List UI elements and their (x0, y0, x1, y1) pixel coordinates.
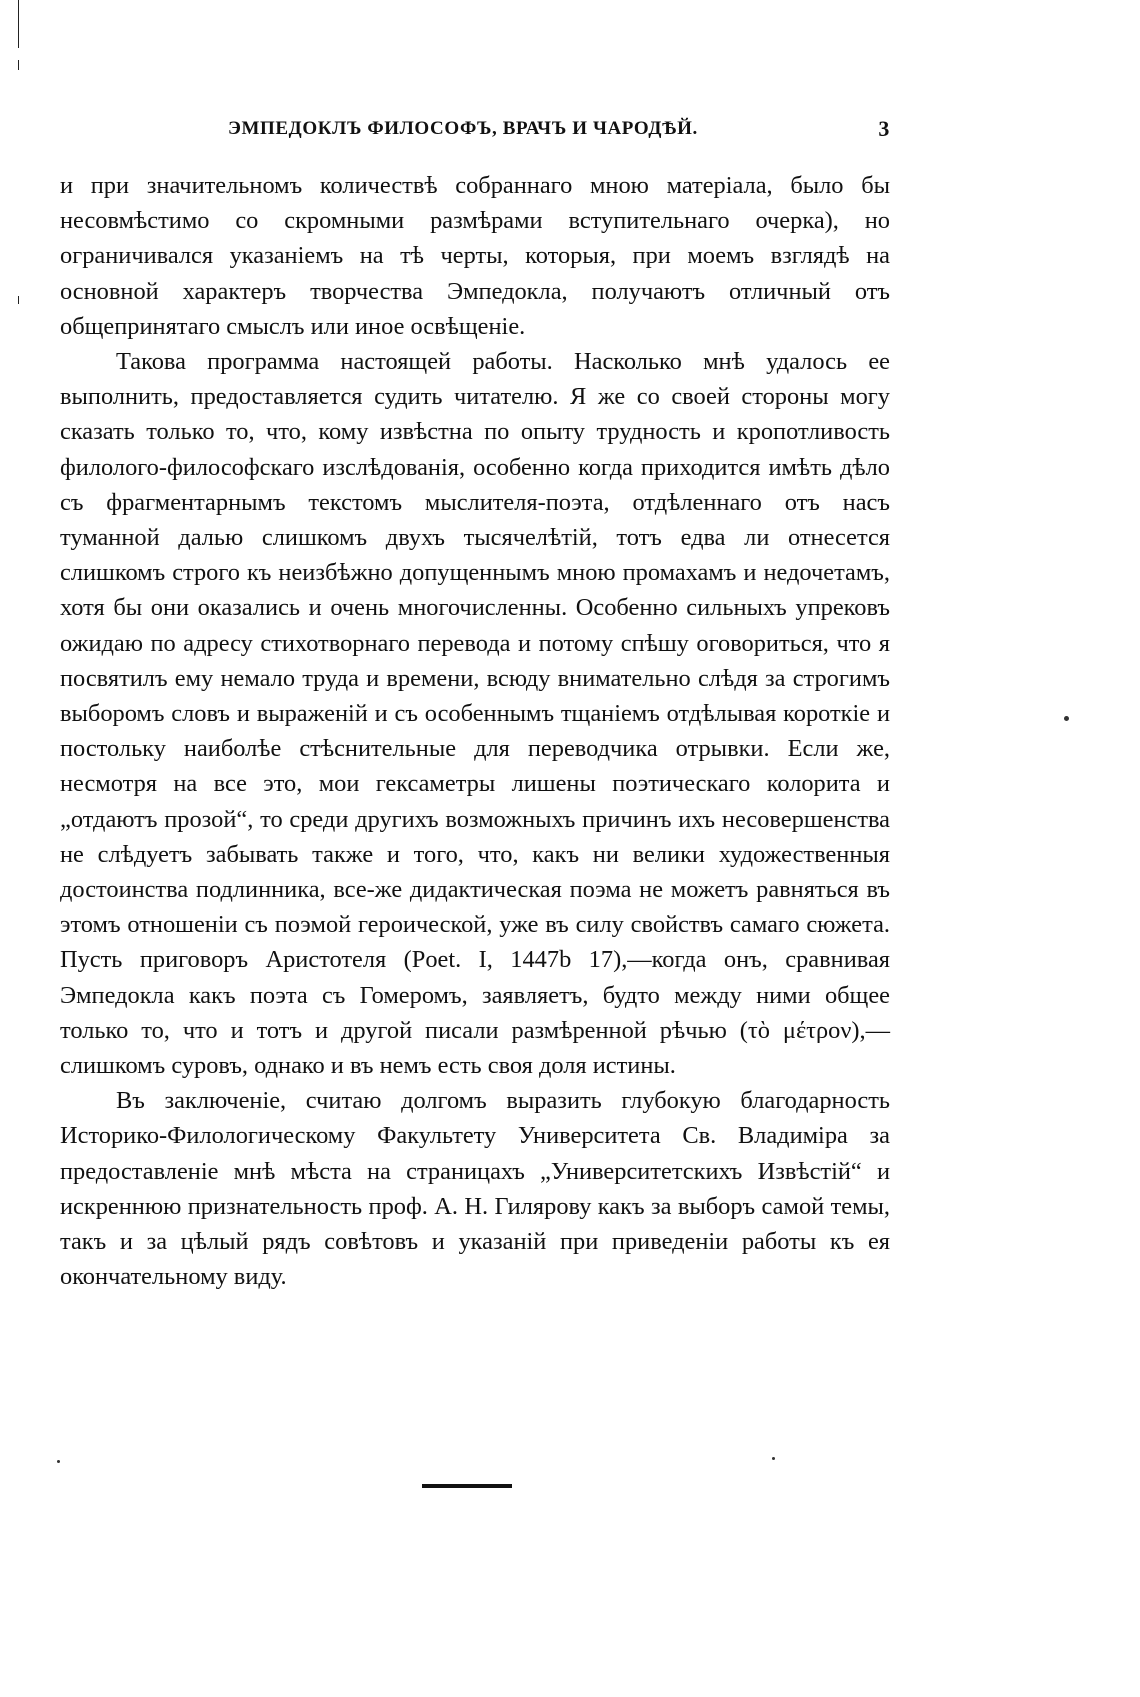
paragraph-acknowledgement: Въ заключеніе, считаю долгомъ выразить глубокую благодарность Историко-Филологическому Факультету Университета Св. Владиміра за предоставленіе мнѣ мѣста на страницахъ „Университетскихъ Извѣстій“ и искреннюю признательность проф. А. Н. Гилярову какъ за выборъ самой темы, такъ и за цѣлый рядъ совѣтовъ и указаній при приведеніи работы къ ея окончательному виду. (60, 1087, 890, 1291)
header-title: ЭМПЕДОКЛЪ ФИЛОСОФЪ, ВРАЧЪ И ЧАРОДѢЙ. (228, 118, 698, 139)
margin-scan-line (18, 0, 19, 48)
page-number: 3 (878, 116, 890, 141)
scan-speck (1064, 716, 1069, 721)
paragraph-program: Такова программа настоящей работы. Насколько мнѣ удалось ее выполнить, предоставляется судить читателю. Я же со своей стороны могу сказать только то, что, кому извѣстна по опыту трудность и кропотливость филолого-философскаго изслѣдованія, особенно когда приходится имѣть дѣло съ фрагментарнымъ текстомъ мыслителя-поэта, отдѣленнаго отъ насъ туманной далью слишкомъ двухъ тысячелѣтій, тотъ едва ли отнесется слишкомъ строго къ неизбѣжно допущеннымъ мною промахамъ и недочетамъ, хотя бы они оказались и очень многочисленны. Особенно сильныхъ упрековъ ожидаю по адресу стихотворнаго перевода и потому спѣшу оговориться, что я посвятилъ ему немало труда и времени, всюду внимательно слѣдя за строгимъ выборомъ словъ и выраженій и съ особеннымъ тщаніемъ отдѣлывая короткіе и постольку наиболѣе стѣснительные для переводчика отрывки. Если же, несмотря на все это, мои гексаметры лишены поэтическаго колорита и „отдаютъ прозой“, то среди другихъ возможныхъ причинъ ихъ несовершенства не слѣдуетъ забывать также и того, что, какъ ни велики художественныя достоинства подлинника, все-же дидактическая поэма не можетъ равняться въ этомъ отношеніи съ поэмой героической, уже въ силу свойствъ самаго сюжета. Пусть приговоръ Аристотеля (Poet. I, 1447b 17),—когда онъ, сравнивая Эмпедокла какъ поэта съ Гомеромъ, заявляетъ, будто между ними общее только то, что и тотъ и другой писали размѣренной рѣчью (τὸ μέτρον),—слишкомъ суровъ, однако и въ немъ есть своя доля истины. (60, 348, 890, 1080)
margin-scan-line (18, 60, 19, 70)
running-header (228, 118, 890, 148)
page-body (60, 168, 890, 1295)
paragraph-continuation: и при значительномъ количествѣ собраннаго мною матеріала, было бы несовмѣстимо со скромными размѣрами вступительнаго очерка), но ограничивался указаніемъ на тѣ черты, которыя, при моемъ взглядѣ на основной характеръ творчества Эмпедокла, получаютъ отличный отъ общепринятаго смыслъ или иное освѣщеніе. (60, 172, 890, 340)
margin-scan-line (18, 296, 19, 304)
scan-speck (772, 1457, 775, 1460)
scan-speck (57, 1460, 60, 1463)
closing-rule (422, 1484, 512, 1488)
